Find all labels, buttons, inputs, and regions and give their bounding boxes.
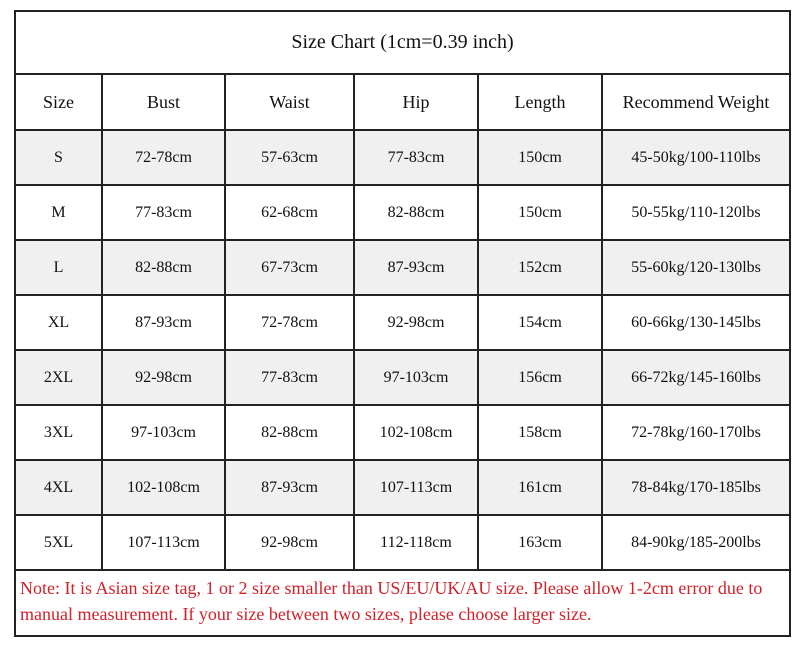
table-cell: 84-90kg/185-200lbs [602,515,789,570]
table-cell: 156cm [478,350,602,405]
table-cell: 158cm [478,405,602,460]
table-cell: 60-66kg/130-145lbs [602,295,789,350]
table-row [16,240,789,295]
table-cell: 72-78kg/160-170lbs [602,405,789,460]
column-header: Length [478,74,602,130]
table-cell: 66-72kg/145-160lbs [602,350,789,405]
table-cell: 55-60kg/120-130lbs [602,240,789,295]
table-cell: 150cm [478,185,602,240]
table-cell: 82-88cm [354,185,478,240]
table-cell: 92-98cm [354,295,478,350]
table-cell: 5XL [16,515,102,570]
table-cell: 150cm [478,130,602,185]
table-cell: 112-118cm [354,515,478,570]
table-cell: 161cm [478,460,602,515]
column-header: Hip [354,74,478,130]
table-cell: 102-108cm [354,405,478,460]
size-table [16,12,789,571]
header-row [16,74,789,130]
table-row [16,515,789,570]
table-cell: 77-83cm [225,350,354,405]
table-cell: 97-103cm [102,405,225,460]
table-cell: 77-83cm [354,130,478,185]
table-cell: 57-63cm [225,130,354,185]
table-cell: 102-108cm [102,460,225,515]
table-cell: 97-103cm [354,350,478,405]
table-cell: 107-113cm [102,515,225,570]
table-row [16,295,789,350]
table-cell: 62-68cm [225,185,354,240]
table-cell: 107-113cm [354,460,478,515]
table-cell: 50-55kg/110-120lbs [602,185,789,240]
table-row [16,460,789,515]
chart-title: Size Chart (1cm=0.39 inch) [16,12,789,74]
table-cell: 4XL [16,460,102,515]
table-cell: 3XL [16,405,102,460]
table-cell: L [16,240,102,295]
column-header: Size [16,74,102,130]
table-cell: 87-93cm [354,240,478,295]
column-header: Recommend Weight [602,74,789,130]
table-cell: M [16,185,102,240]
size-chart [14,10,791,637]
table-cell: 87-93cm [102,295,225,350]
table-cell: 45-50kg/100-110lbs [602,130,789,185]
table-cell: 72-78cm [102,130,225,185]
column-header: Waist [225,74,354,130]
note-text: Note: It is Asian size tag, 1 or 2 size smaller than US/EU/UK/AU size. Please allow 1-2cm error due to manual measurement. If your size between two sizes, please choose larger size. [20,578,763,624]
table-cell: 92-98cm [102,350,225,405]
table-cell: 87-93cm [225,460,354,515]
table-cell: 82-88cm [225,405,354,460]
table-cell: S [16,130,102,185]
table-cell: 163cm [478,515,602,570]
column-header: Bust [102,74,225,130]
table-cell: 72-78cm [225,295,354,350]
table-row [16,350,789,405]
table-cell: 77-83cm [102,185,225,240]
table-cell: XL [16,295,102,350]
table-cell: 82-88cm [102,240,225,295]
table-cell: 152cm [478,240,602,295]
table-cell: 154cm [478,295,602,350]
table-row [16,405,789,460]
table-cell: 67-73cm [225,240,354,295]
table-cell: 78-84kg/170-185lbs [602,460,789,515]
table-cell: 92-98cm [225,515,354,570]
table-row [16,130,789,185]
table-cell: 2XL [16,350,102,405]
table-row [16,185,789,240]
